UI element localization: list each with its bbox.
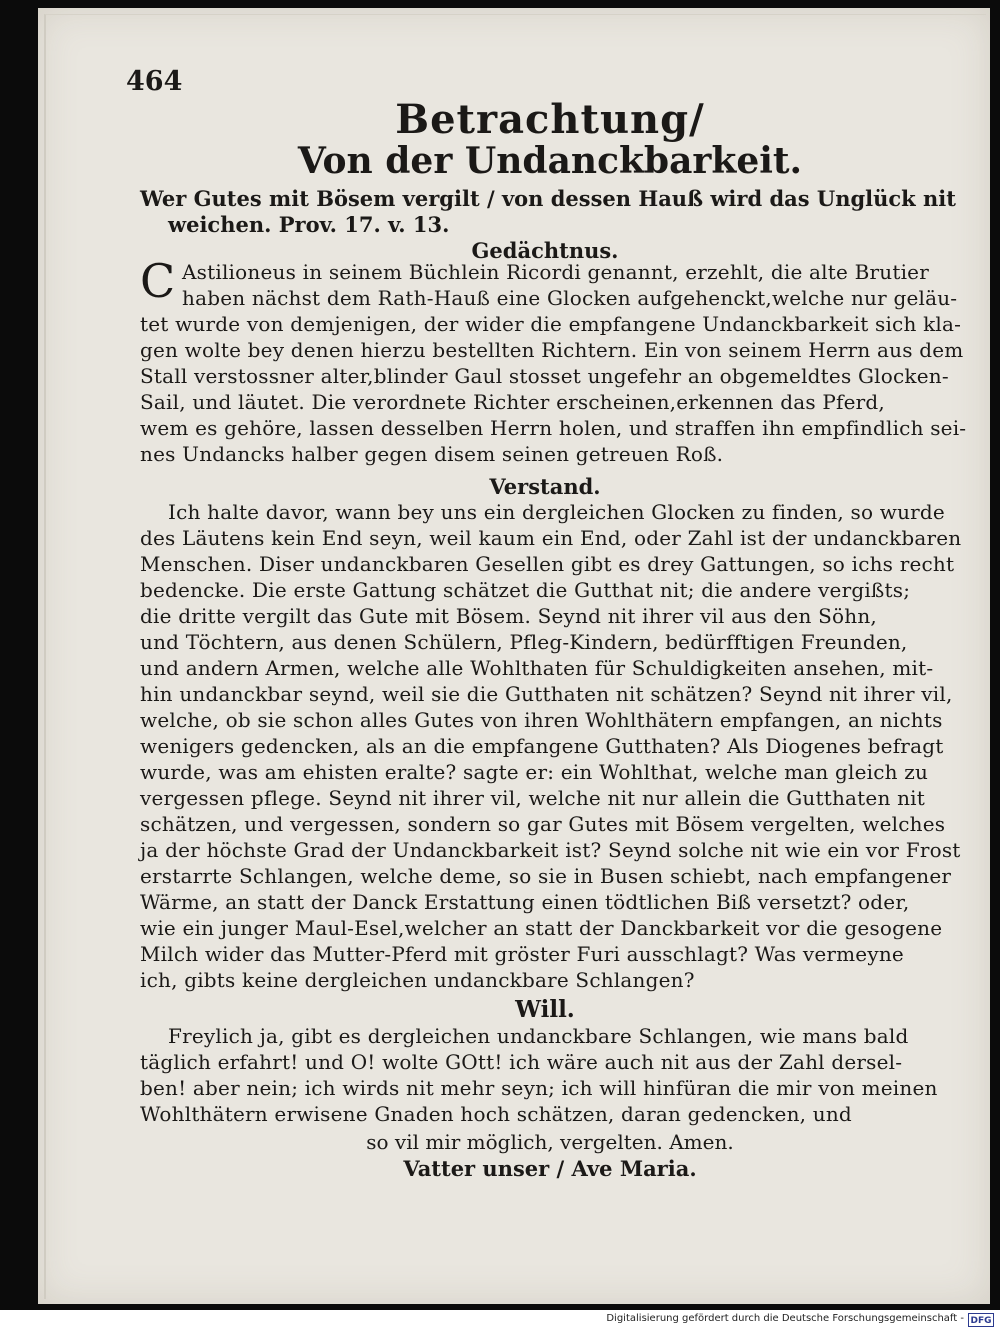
heading-gedaechtnus: Gedächtnus. (471, 238, 619, 263)
text-line: ich, gibts keine dergleichen undanckbare Schlangen? (140, 968, 695, 992)
text-line: Menschen. Diser undanckbaren Gesellen gibt es drey Gattungen, so ichs recht (140, 552, 955, 576)
text-line: nes Undancks halber gegen disem seinen getreuen Roß. (140, 442, 724, 466)
text-line: und Töchtern, aus denen Schülern, Pfleg-Kindern, bedürfftigen Freunden, (140, 630, 908, 654)
section-title: Betrachtung/ (395, 96, 705, 143)
text-line: hin undanckbar seynd, weil sie die Gutthaten nit schätzen? Seynd nit ihrer vil, (140, 682, 953, 706)
text-line: schätzen, und vergessen, sondern so gar Gutes mit Bösem vergelten, welches (140, 812, 946, 836)
drop-cap-initial: C (140, 254, 176, 308)
text-line: des Läutens kein End seyn, weil kaum ein End, oder Zahl ist der undanckbaren (140, 526, 962, 550)
text-line: tet wurde von demjenigen, der wider die empfangene Undanckbarkeit sich kla- (140, 312, 962, 336)
text-line: Wohlthätern erwisene Gnaden hoch schätzen, daran gedencken, und (140, 1102, 852, 1126)
motto-line: weichen. Prov. 17. v. 13. (168, 212, 450, 237)
text-line: gen wolte bey denen hierzu bestellten Richtern. Ein von seinem Herrn aus dem (140, 338, 964, 362)
text-line: Ich halte davor, wann bey uns ein dergleichen Glocken zu finden, so wurde (168, 500, 945, 524)
closing-prayer: Vatter unser / Ave Maria. (403, 1156, 697, 1181)
text-line: Stall verstossner alter,blinder Gaul stosset ungefehr an obgemeldtes Glocken- (140, 364, 949, 388)
text-line: ben! aber nein; ich wirds nit mehr seyn; ich will hinfüran die mir von meinen (140, 1076, 938, 1100)
heading-verstand: Verstand. (489, 474, 601, 499)
motto-line: Wer Gutes mit Bösem vergilt / von dessen Hauß wird das Unglück nit (140, 186, 956, 211)
text-line: vergessen pflege. Seynd nit ihrer vil, welche nit nur allein die Gutthaten nit (140, 786, 925, 810)
text-line: die dritte vergilt das Gute mit Bösem. Seynd nit ihrer vil aus den Söhn, (140, 604, 877, 628)
section-subtitle: Von der Undanckbarkeit. (297, 140, 803, 182)
text-line: bedencke. Die erste Gattung schätzet die Gutthat nit; die andere vergißts; (140, 578, 911, 602)
text-line: welche, ob sie schon alles Gutes von ihren Wohlthätern empfangen, an nichts (140, 708, 943, 732)
text-line: Astilioneus in seinem Büchlein Ricordi genannt, erzehlt, die alte Brutier (182, 260, 929, 284)
text-line: wem es gehöre, lassen desselben Herrn holen, und straffen ihn empfindlich sei- (140, 416, 967, 440)
text-line: Wärme, an statt der Danck Erstattung einen tödtlichen Biß versetzt? oder, (140, 890, 910, 914)
page-number: 464 (126, 66, 183, 97)
text-line: täglich erfahrt! und O! wolte GOtt! ich wäre auch nit aus der Zahl dersel- (140, 1050, 903, 1074)
text-line: erstarrte Schlangen, welche deme, so sie in Busen schiebt, nach empfangener (140, 864, 952, 888)
dfg-logo-icon: DFG (968, 1313, 994, 1327)
text-line: und andern Armen, welche alle Wohlthaten für Schuldigkeiten ansehen, mit- (140, 656, 934, 680)
text-line: wie ein junger Maul-Esel,welcher an statt der Danckbarkeit vor die gesogene (140, 916, 943, 940)
text-line: haben nächst dem Rath-Hauß eine Glocken aufgehenckt,welche nur geläu- (182, 286, 958, 310)
text-line: ja der höchste Grad der Undanckbarkeit ist? Seynd solche nit wie ein vor Frost (140, 838, 961, 862)
heading-will: Will. (515, 996, 575, 1023)
text-line: wurde, was am ehisten eralte? sagte er: ein Wohlthat, welche man gleich zu (140, 760, 929, 784)
text-line: Freylich ja, gibt es dergleichen undanckbare Schlangen, wie mans bald (168, 1024, 909, 1048)
text-line: Milch wider das Mutter-Pferd mit gröster Furi ausschlagt? Was vermeyne (140, 942, 904, 966)
text-line: so vil mir möglich, vergelten. Amen. (366, 1130, 734, 1154)
text-line: wenigers gedencken, als an die empfangene Gutthaten? Als Diogenes befragt (140, 734, 944, 758)
text-line: Sail, und läutet. Die verordnete Richter erscheinen,erkennen das Pferd, (140, 390, 885, 414)
footer-credit: Digitalisierung gefördert durch die Deutsche Forschungsgemeinschaft - (606, 1313, 964, 1324)
